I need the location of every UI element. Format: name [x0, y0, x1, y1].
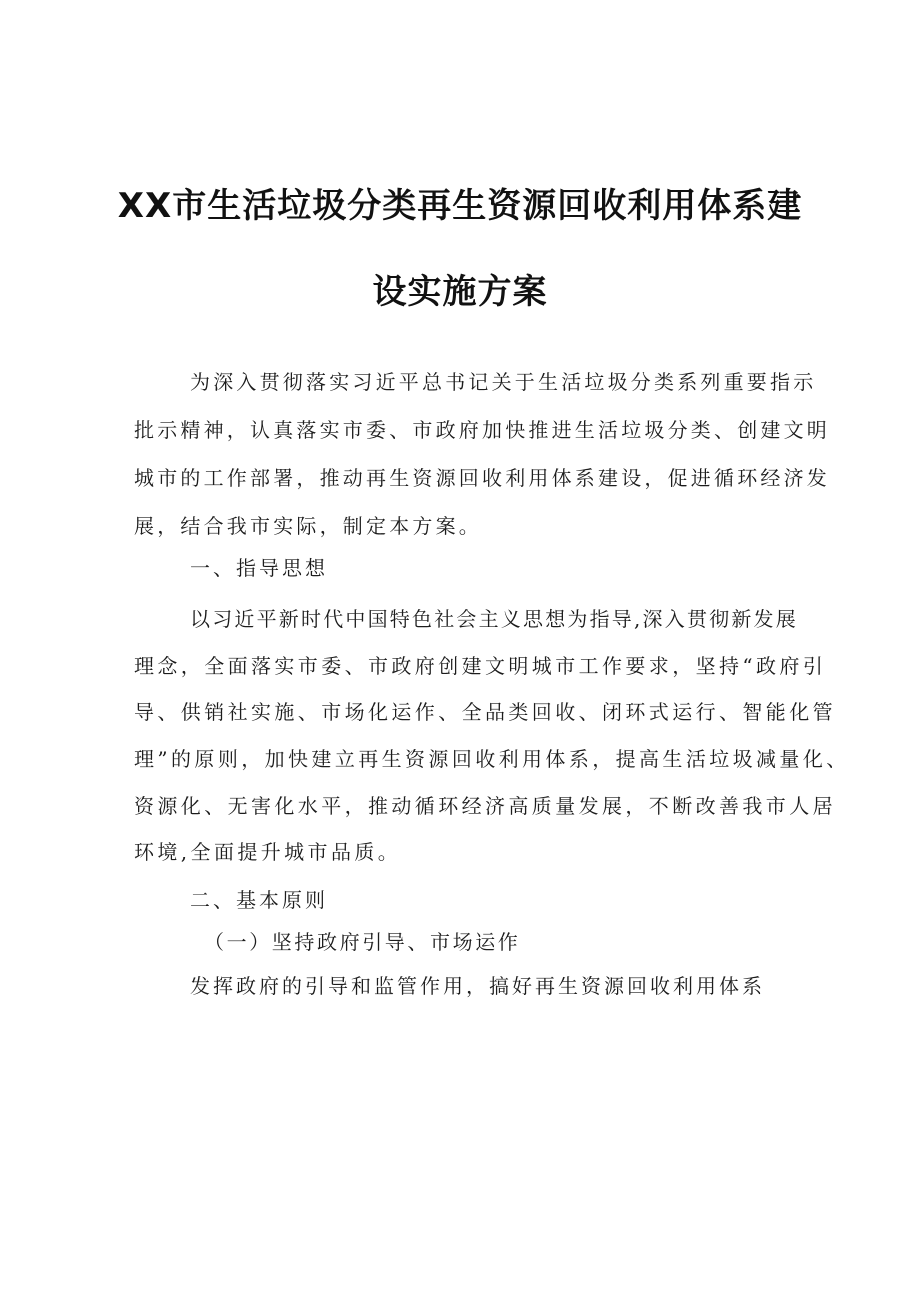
- paragraph-line: 城市的工作部署，推动再生资源回收利用体系建设，促进循环经济发: [134, 466, 830, 490]
- document-title-line-1: XX市生活垃圾分类再生资源回收利用体系建: [117, 186, 803, 226]
- paragraph-line: 以习近平新时代中国特色社会主义思想为指导,深入贯彻新发展: [190, 607, 798, 631]
- subsection-paragraph: 发挥政府的引导和监管作用，搞好再生资源回收利用体系: [190, 974, 765, 998]
- subsection-heading: （一）坚持政府引导、市场运作: [204, 930, 521, 954]
- document-title-line-2: 设实施方案: [372, 272, 548, 312]
- section-heading-basic-principles: 二、基本原则: [190, 888, 328, 912]
- section-heading-guiding-ideology: 一、指导思想: [190, 556, 328, 580]
- paragraph-line: 为深入贯彻落实习近平总书记关于生活垃圾分类系列重要指示: [190, 370, 817, 394]
- paragraph-line: 导、供销社实施、市场化运作、全品类回收、闭环式运行、智能化管: [134, 700, 836, 725]
- paragraph-line: 理念，全面落实市委、市政府创建文明城市工作要求，坚持“政府引: [134, 653, 827, 678]
- intro-paragraph: [134, 358, 830, 550]
- paragraph-line: 展，结合我市实际，制定本方案。: [134, 514, 482, 538]
- paragraph-line: 资源化、无害化水平，推动循环经济高质量发展，不断改善我市人居: [134, 793, 836, 818]
- paragraph-line: 环境,全面提升城市品质。: [134, 840, 402, 865]
- guiding-ideology-paragraph: [134, 596, 850, 876]
- paragraph-line: 批示精神，认真落实市委、市政府加快推进生活垃圾分类、创建文明: [134, 418, 830, 442]
- paragraph-line: 理”的原则，加快建立再生资源回收利用体系，提高生活垃圾减量化、: [134, 747, 850, 772]
